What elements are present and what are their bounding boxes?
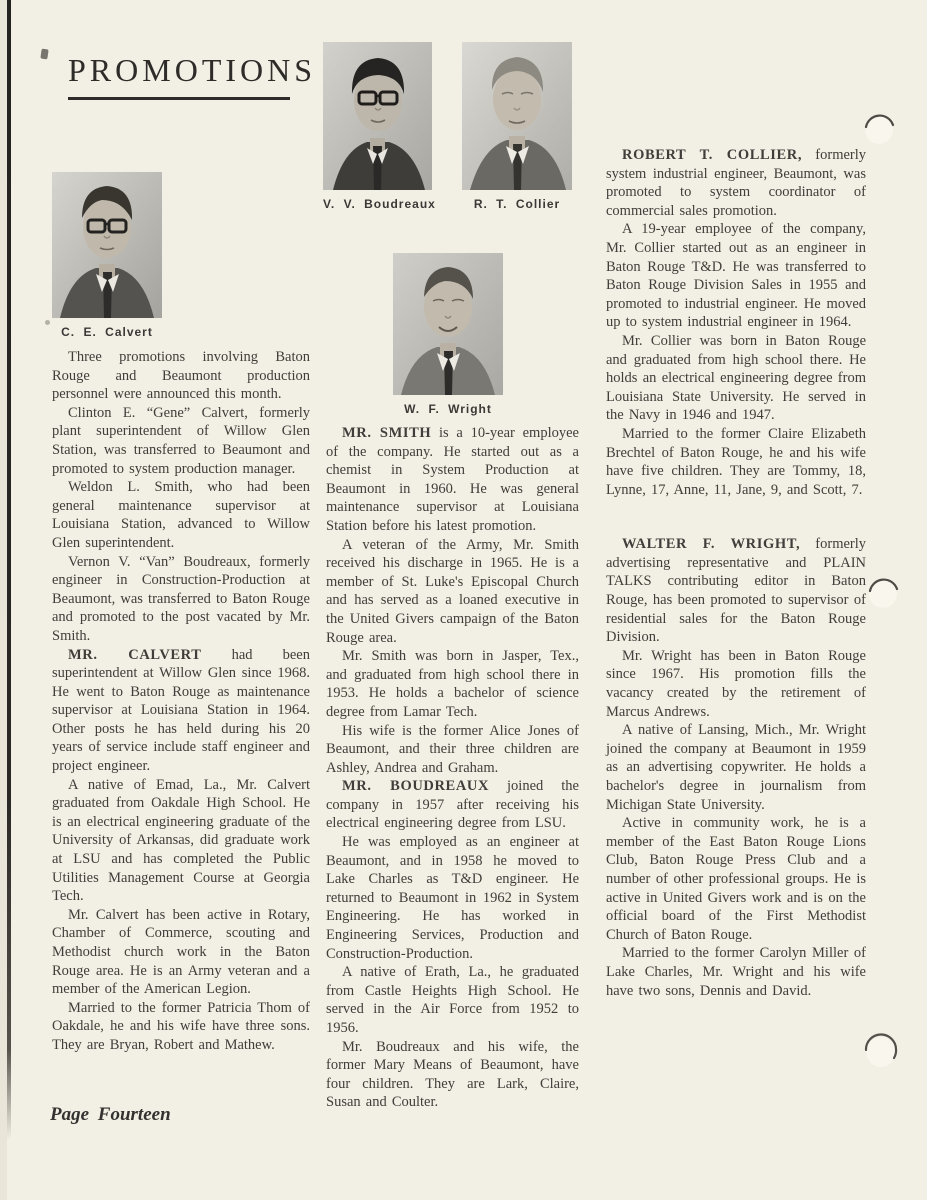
- portrait-photo: [393, 253, 503, 395]
- paragraph: Married to the former Patricia Thom of Oakdale, he and his wife have three sons. They are Bryan, Robert and Mathew.: [52, 999, 310, 1053]
- paragraph: MR. SMITH is a 10-year employee of the company. He started out as a chemist in System Production at Beaumont in 1960. He was general maintenance supervisor at Louisiana Station before his latest promotion.: [326, 425, 579, 534]
- column-left: [52, 348, 310, 1055]
- column-middle: [326, 424, 579, 1112]
- paragraph: WALTER F. WRIGHT, formerly advertising representative and PLAIN TALKS contributing editor in Baton Rouge, has been promoted to supervisor of residential sales for the Baton Rouge Division.: [606, 536, 867, 646]
- paragraph: MR. CALVERT had been superintendent at Willow Glen since 1968. He went to Baton Rouge as maintenance supervisor at Louisiana Station in 1964. Other posts he has held during his 20 years of service include staff engineer and project engineer.: [52, 646, 310, 775]
- paragraph: A 19-year employee of the company, Mr. Collier started out as an engineer in Baton Rouge T&D. He was transferred to Baton Rouge Division Sales in 1955 and promoted to industrial engineer. He moved up to system industrial engineer in 1964.: [606, 221, 866, 331]
- person-name-lead: MR. BOUDREAUX: [342, 778, 490, 795]
- paragraph: Mr. Collier was born in Baton Rouge and graduated from high school there. He holds an electrical engineering degree from Louisiana State University. He served in the Navy in 1946 and 1947.: [606, 332, 866, 424]
- paragraph: A native of Lansing, Mich., Mr. Wright joined the company at Beaumont in 1959 as an advertising copywriter. He holds a bachelor's degree in journalism from Michigan State University.: [606, 722, 866, 813]
- portrait-photo: [462, 42, 572, 190]
- paragraph: His wife is the former Alice Jones of Beaumont, and their three children are Ashley, Andrea and Graham.: [326, 722, 579, 776]
- paragraph: Clinton E. “Gene” Calvert, formerly plant superintendent of Willow Glen Station, was transferred to Beaumont and promoted to system production manager.: [52, 404, 310, 477]
- page-number: Page Fourteen: [50, 1104, 171, 1125]
- photo-wright: [393, 253, 503, 416]
- photo-collier: [462, 42, 572, 211]
- paragraph: MR. BOUDREAUX joined the company in 1957 after receiving his electrical engineering degree from LSU.: [326, 778, 579, 832]
- person-name-lead: MR. CALVERT: [68, 646, 202, 663]
- paper-edge: [0, 0, 7, 1200]
- paragraph: Mr. Smith was born in Jasper, Tex., and graduated from high school there in 1953. He holds a bachelor of science degree from Lamar Tech.: [326, 648, 579, 720]
- punch-hole: [864, 574, 902, 617]
- paragraph: Mr. Wright has been in Baton Rouge since 1967. His promotion fills the vacancy created by the retirement of Marcus Andrews.: [606, 647, 866, 720]
- person-name-lead: ROBERT T. COLLIER,: [622, 147, 803, 163]
- page-title: PROMOTIONS: [68, 52, 290, 100]
- photo-caption: V. V. Boudreaux: [323, 197, 436, 211]
- scan-artifact: [40, 49, 48, 60]
- photo-boudreaux: [323, 42, 436, 211]
- person-name-lead: WALTER F. WRIGHT,: [622, 536, 801, 553]
- paragraph: A native of Erath, La., he graduated from Castle Heights High School. He served in the Air Force from 1952 to 1956.: [326, 964, 579, 1036]
- column-right: [606, 146, 866, 1000]
- photo-caption: C. E. Calvert: [61, 325, 153, 339]
- paragraph: Married to the former Claire Elizabeth Brechtel of Baton Rouge, he and his wife have five children. They are Tommy, 18, Lynne, 17, Anne, 11, Jane, 9, and Scott, 7.: [606, 425, 866, 498]
- portrait-photo: [52, 172, 162, 318]
- punch-hole: [860, 1030, 902, 1077]
- person-name-lead: MR. SMITH: [342, 425, 432, 441]
- paragraph: ROBERT T. COLLIER, formerly system industrial engineer, Beaumont, was promoted to system coordinator of commercial sales promotion.: [606, 147, 867, 219]
- paragraph: Active in community work, he is a member of the East Baton Rouge Lions Club, Baton Rouge Press Club and a number of other professional groups. He is active in United Givers work and is on the official board of the First Methodist Church of Baton Rouge.: [606, 815, 866, 943]
- scan-artifact: [45, 320, 50, 325]
- photo-caption: W. F. Wright: [404, 402, 492, 416]
- paragraph: Mr. Calvert has been active in Rotary, Chamber of Commerce, scouting and Methodist church work in the Baton Rouge area. He is an Army veteran and a member of the American Legion.: [52, 906, 310, 998]
- paragraph: Vernon V. “Van” Boudreaux, formerly engineer in Construction-Production at Beaumont, was transferred to Baton Rouge and promoted to the post vacated by Mr. Smith.: [52, 553, 310, 644]
- photo-caption: R. T. Collier: [473, 197, 561, 211]
- binding-edge-line: [7, 0, 11, 1140]
- paragraph: He was employed as an engineer at Beaumont, and in 1958 he moved to Lake Charles as T&D engineer. He returned to Beaumont in 1962 in System Engineering. He has worked in Engineering Services, Production and Construction-Production.: [326, 834, 579, 962]
- paragraph: Married to the former Carolyn Miller of Lake Charles, Mr. Wright and his wife have two sons, Dennis and David.: [606, 945, 866, 999]
- portrait-photo: [323, 42, 432, 190]
- paragraph: A veteran of the Army, Mr. Smith received his discharge in 1965. He is a member of St. Luke's Episcopal Church and has served as a loaned executive in the United Givers campaign of the Baton Rouge area.: [326, 536, 579, 646]
- punch-hole: [860, 110, 898, 153]
- paragraph: A native of Emad, La., Mr. Calvert graduated from Oakdale High School. He is an electrical engineering graduate of the University of Arkansas, did graduate work at LSU and has completed the Public Utilities Management Course at Georgia Tech.: [52, 776, 310, 905]
- photo-calvert: [52, 172, 162, 339]
- paragraph: Mr. Boudreaux and his wife, the former Mary Means of Beaumont, have four children. They are Lark, Claire, Susan and Coulter.: [326, 1038, 579, 1111]
- paragraph: Three promotions involving Baton Rouge and Beaumont production personnel were announced this month.: [52, 349, 310, 403]
- paragraph: Weldon L. Smith, who had been general maintenance supervisor at Louisiana Station, advanced to Willow Glen superintendent.: [52, 479, 310, 551]
